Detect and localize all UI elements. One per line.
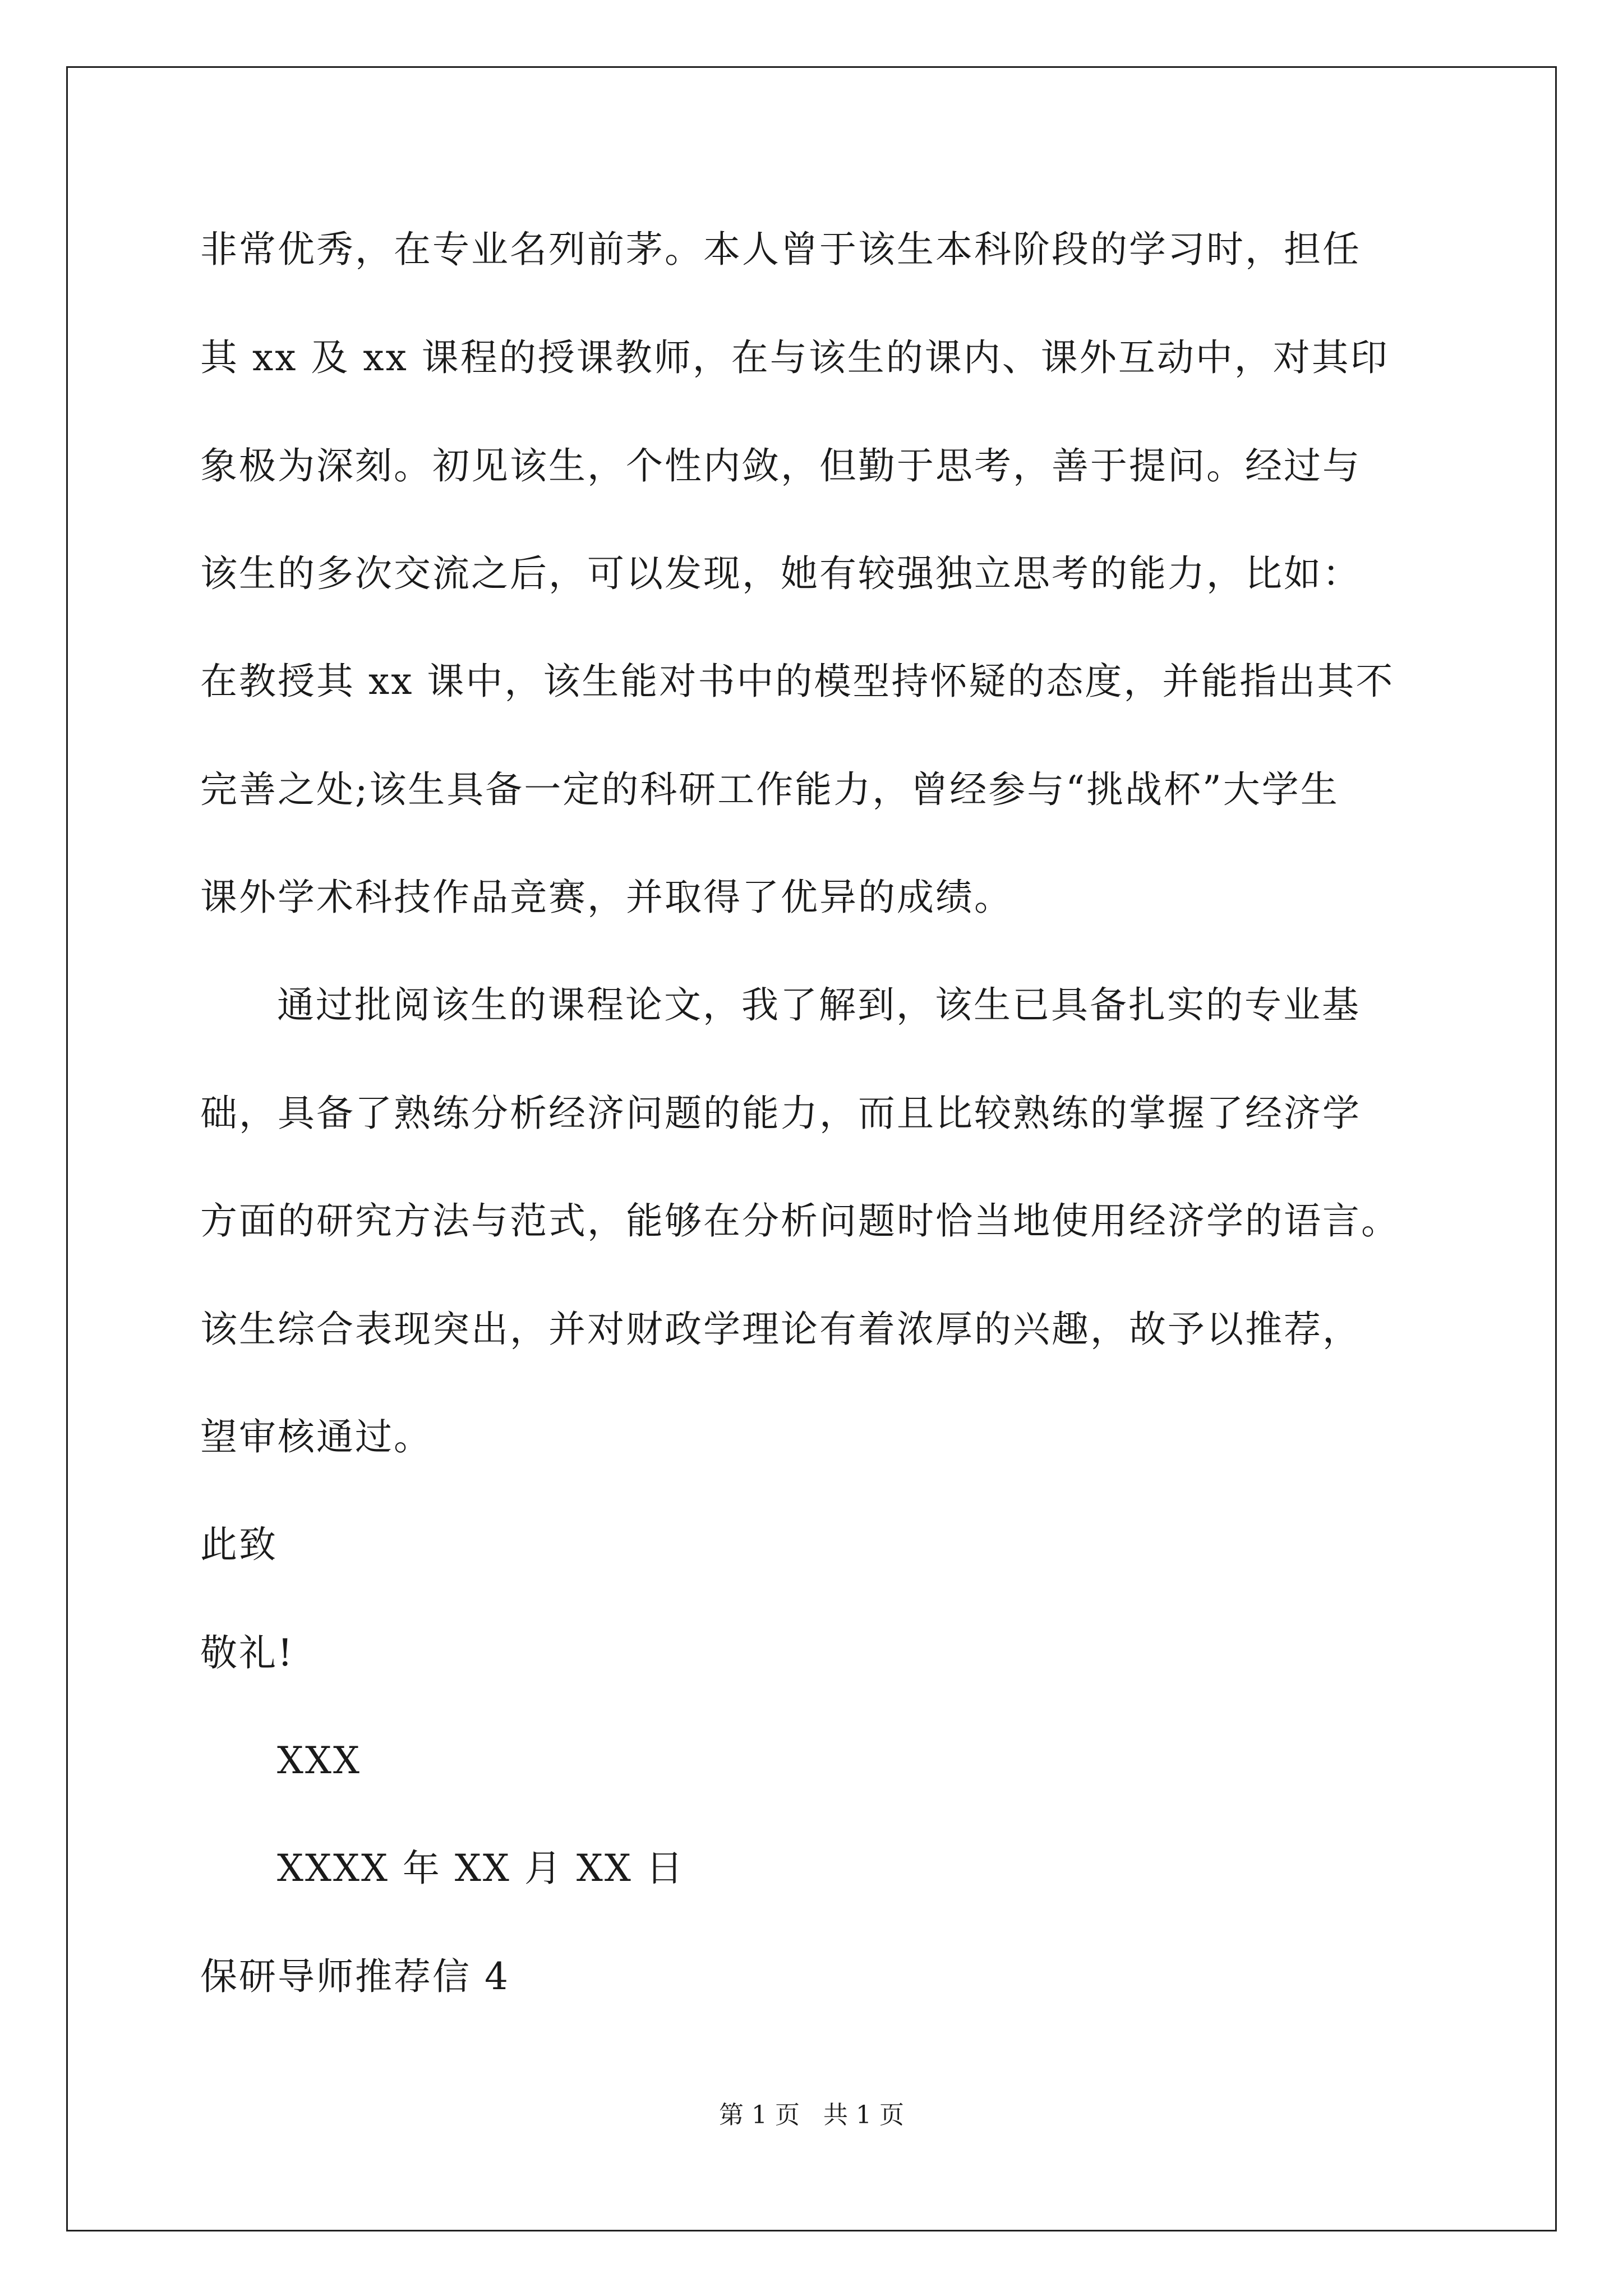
body-text-line: 完善之处;该生具备一定的科研工作能力，曾经参与“挑战杯”大学生 <box>200 768 1339 811</box>
closing-regards: 敬礼! <box>200 1631 294 1674</box>
next-section-title: 保研导师推荐信 4 <box>200 1955 510 1998</box>
closing-salutation: 此致 <box>200 1523 278 1566</box>
body-text-line: 其 xx 及 xx 课程的授课教师，在与该生的课内、课外互动中，对其印 <box>200 336 1389 379</box>
body-text-line: 方面的研究方法与范式，能够在分析问题时恰当地使用经济学的语言。 <box>200 1199 1400 1243</box>
date-line: XXXX 年 XX 月 XX 日 <box>277 1847 685 1890</box>
body-text-line: 该生的多次交流之后，可以发现，她有较强独立思考的能力，比如： <box>200 552 1361 595</box>
page-footer: 第 1 页 共 1 页 <box>719 2101 904 2129</box>
body-text-line: 望审核通过。 <box>200 1415 432 1458</box>
body-text-line: 非常优秀，在专业名列前茅。本人曾于该生本科阶段的学习时，担任 <box>200 228 1361 271</box>
page-border <box>66 66 1557 2231</box>
body-text-line: 课外学术科技作品竞赛，并取得了优异的成绩。 <box>200 876 1013 919</box>
body-text-line: 通过批阅该生的课程论文，我了解到，该生已具备扎实的专业基 <box>277 983 1361 1027</box>
signature: XXX <box>277 1739 361 1782</box>
body-text-line: 础，具备了熟练分析经济问题的能力，而且比较熟练的掌握了经济学 <box>200 1092 1361 1135</box>
body-text-line: 象极为深刻。初见该生，个性内敛，但勤于思考，善于提问。经过与 <box>200 444 1361 487</box>
body-text-line: 在教授其 xx 课中，该生能对书中的模型持怀疑的态度，并能指出其不 <box>200 660 1395 703</box>
body-text-line: 该生综合表现突出，并对财政学理论有着浓厚的兴趣，故予以推荐， <box>200 1308 1361 1351</box>
